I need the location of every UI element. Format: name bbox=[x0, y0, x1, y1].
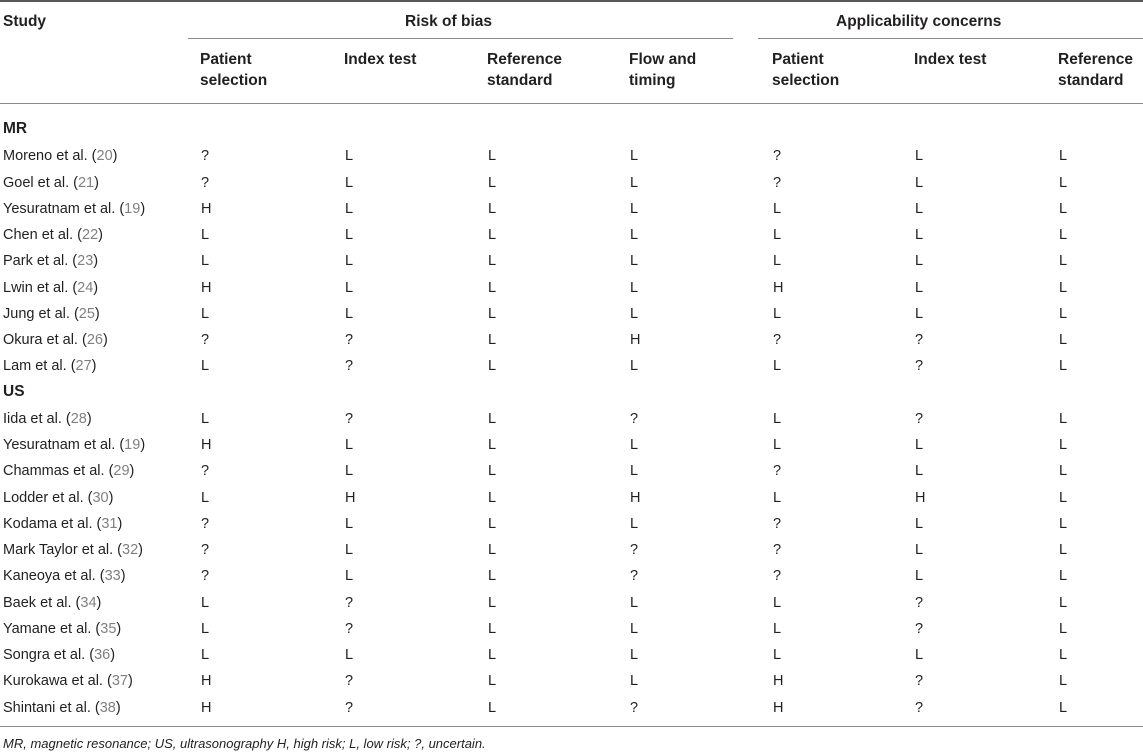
rating-cell: L bbox=[915, 647, 924, 663]
rating-cell: L bbox=[630, 673, 639, 689]
rating-cell: L bbox=[773, 411, 782, 427]
rating-cell: L bbox=[630, 227, 639, 243]
reference-link[interactable]: 29 bbox=[113, 463, 130, 479]
rating-cell: L bbox=[773, 437, 782, 453]
rating-cell: L bbox=[488, 621, 497, 637]
rating-cell: L bbox=[1059, 647, 1068, 663]
reference-link[interactable]: 24 bbox=[77, 280, 94, 296]
rating-cell: H bbox=[773, 280, 784, 296]
rating-cell: H bbox=[630, 490, 641, 506]
rating-cell: L bbox=[201, 490, 210, 506]
reference-link[interactable]: 25 bbox=[78, 306, 95, 322]
rating-cell: L bbox=[773, 595, 782, 611]
rating-cell: L bbox=[773, 306, 782, 322]
column-header-line: Index test bbox=[344, 51, 417, 68]
rating-cell: L bbox=[488, 595, 497, 611]
rating-cell: ? bbox=[915, 673, 924, 689]
study-name: Mark Taylor et al. bbox=[3, 542, 114, 558]
rating-cell: L bbox=[915, 542, 924, 558]
rating-cell: L bbox=[1059, 306, 1068, 322]
rating-cell: ? bbox=[773, 175, 782, 191]
rating-cell: ? bbox=[773, 516, 782, 532]
reference-link[interactable]: 20 bbox=[96, 148, 113, 164]
rating-cell: L bbox=[488, 358, 497, 374]
rating-cell: H bbox=[201, 673, 212, 689]
rating-cell: L bbox=[915, 516, 924, 532]
rating-cell: ? bbox=[915, 621, 924, 637]
rating-cell: L bbox=[345, 227, 354, 243]
rating-cell: L bbox=[915, 306, 924, 322]
study-name: Lwin et al. bbox=[3, 280, 69, 296]
study-name-cell: Baek et al. (34) bbox=[3, 595, 102, 611]
table-bottom-rule bbox=[0, 726, 1143, 727]
study-name: Shintani et al. bbox=[3, 700, 91, 716]
rating-cell: L bbox=[773, 253, 782, 269]
rating-cell: L bbox=[1059, 437, 1068, 453]
reference-link[interactable]: 33 bbox=[104, 568, 121, 584]
rating-cell: L bbox=[915, 280, 924, 296]
column-header bbox=[772, 49, 839, 91]
rating-cell: L bbox=[1059, 148, 1068, 164]
column-header bbox=[487, 49, 562, 91]
rating-cell: L bbox=[201, 411, 210, 427]
rating-cell: ? bbox=[201, 516, 210, 532]
rating-cell: L bbox=[1059, 621, 1068, 637]
rating-cell: L bbox=[630, 358, 639, 374]
reference-link[interactable]: 35 bbox=[100, 621, 117, 637]
rating-cell: L bbox=[201, 358, 210, 374]
rating-cell: L bbox=[345, 516, 354, 532]
reference-link[interactable]: 28 bbox=[70, 411, 87, 427]
rating-cell: ? bbox=[915, 332, 924, 348]
rating-cell: ? bbox=[345, 595, 354, 611]
reference-link[interactable]: 31 bbox=[101, 516, 118, 532]
reference-link[interactable]: 22 bbox=[82, 227, 99, 243]
study-name: Goel et al. bbox=[3, 175, 70, 191]
table-footnote: MR, magnetic resonance; US, ultrasonography H, high risk; L, low risk; ?, uncertain. bbox=[3, 736, 486, 751]
rating-cell: ? bbox=[630, 542, 639, 558]
column-header-line: Patient bbox=[200, 51, 252, 68]
header-bottom-rule bbox=[0, 103, 1143, 104]
study-name-cell: Yesuratnam et al. (19) bbox=[3, 201, 146, 217]
reference-link[interactable]: 23 bbox=[77, 253, 94, 269]
rating-cell: L bbox=[915, 463, 924, 479]
rating-cell: L bbox=[201, 595, 210, 611]
rating-cell: L bbox=[630, 516, 639, 532]
rating-cell: L bbox=[915, 568, 924, 584]
rating-cell: L bbox=[630, 621, 639, 637]
rating-cell: H bbox=[201, 280, 212, 296]
study-name: Okura et al. bbox=[3, 332, 78, 348]
section-label: MR bbox=[3, 120, 28, 137]
rating-cell: L bbox=[773, 227, 782, 243]
applicability-concerns-header: Applicability concerns bbox=[836, 13, 1002, 30]
rating-cell: L bbox=[630, 595, 639, 611]
reference-link[interactable]: 19 bbox=[124, 201, 141, 217]
rating-cell: H bbox=[201, 437, 212, 453]
rating-cell: L bbox=[1059, 175, 1068, 191]
reference-link[interactable]: 27 bbox=[75, 358, 92, 374]
rating-cell: ? bbox=[773, 568, 782, 584]
rating-cell: L bbox=[488, 306, 497, 322]
rating-cell: L bbox=[630, 437, 639, 453]
column-header-line: standard bbox=[487, 72, 553, 89]
rating-cell: L bbox=[345, 253, 354, 269]
rating-cell: L bbox=[201, 227, 210, 243]
rating-cell: L bbox=[915, 201, 924, 217]
rating-cell: L bbox=[488, 700, 497, 716]
rating-cell: L bbox=[1059, 700, 1068, 716]
study-name: Kaneoya et al. bbox=[3, 568, 96, 584]
column-header-line: selection bbox=[200, 72, 268, 89]
rating-cell: L bbox=[1059, 568, 1068, 584]
rating-cell: L bbox=[630, 280, 639, 296]
study-name: Yesuratnam et al. bbox=[3, 437, 116, 453]
study-name: Lodder et al. bbox=[3, 490, 84, 506]
rating-cell: ? bbox=[630, 411, 639, 427]
rating-cell: L bbox=[488, 568, 497, 584]
rating-cell: L bbox=[201, 306, 210, 322]
rating-cell: H bbox=[773, 673, 784, 689]
rating-cell: L bbox=[488, 437, 497, 453]
rating-cell: ? bbox=[201, 463, 210, 479]
rating-cell: L bbox=[488, 332, 497, 348]
reference-link[interactable]: 30 bbox=[92, 490, 109, 506]
rating-cell: L bbox=[915, 175, 924, 191]
rating-cell: L bbox=[1059, 595, 1068, 611]
rating-cell: L bbox=[488, 201, 497, 217]
applicability-underline bbox=[758, 38, 1143, 39]
rating-cell: L bbox=[915, 148, 924, 164]
rating-cell: L bbox=[488, 516, 497, 532]
rating-cell: L bbox=[345, 542, 354, 558]
rating-cell: L bbox=[630, 463, 639, 479]
column-header bbox=[1058, 49, 1133, 91]
rating-cell: L bbox=[773, 647, 782, 663]
rating-cell: L bbox=[345, 463, 354, 479]
rating-cell: ? bbox=[915, 595, 924, 611]
study-name: Moreno et al. bbox=[3, 148, 88, 164]
rating-cell: ? bbox=[201, 332, 210, 348]
rating-cell: L bbox=[488, 148, 497, 164]
rating-cell: L bbox=[201, 621, 210, 637]
study-name-cell: Shintani et al. (38) bbox=[3, 700, 121, 716]
rating-cell: L bbox=[488, 542, 497, 558]
column-header bbox=[629, 49, 696, 91]
rating-cell: L bbox=[630, 201, 639, 217]
study-name: Park et al. bbox=[3, 253, 69, 269]
study-name: Kurokawa et al. bbox=[3, 673, 103, 689]
study-name: Baek et al. bbox=[3, 595, 72, 611]
column-header bbox=[200, 49, 267, 91]
column-header-line: Flow and bbox=[629, 51, 697, 68]
rating-cell: L bbox=[773, 490, 782, 506]
column-header-line: Index test bbox=[914, 51, 987, 68]
rating-cell: ? bbox=[201, 568, 210, 584]
reference-link[interactable]: 34 bbox=[80, 595, 97, 611]
study-name-cell: Kodama et al. (31) bbox=[3, 516, 123, 532]
reference-link[interactable]: 21 bbox=[77, 175, 95, 191]
rating-cell: ? bbox=[915, 358, 924, 374]
study-name-cell: Lodder et al. (30) bbox=[3, 490, 114, 506]
rating-cell: H bbox=[345, 490, 356, 506]
rating-cell: ? bbox=[201, 542, 210, 558]
study-name: Chen et al. bbox=[3, 227, 74, 243]
rating-cell: ? bbox=[773, 148, 782, 164]
rating-cell: L bbox=[1059, 673, 1068, 689]
rating-cell: L bbox=[488, 411, 497, 427]
rating-cell: H bbox=[201, 700, 212, 716]
risk-of-bias-header: Risk of bias bbox=[405, 13, 492, 30]
rating-cell: L bbox=[345, 175, 354, 191]
column-header-line: standard bbox=[1058, 72, 1124, 89]
study-name: Songra et al. bbox=[3, 647, 86, 663]
rating-cell: ? bbox=[345, 358, 354, 374]
rating-cell: L bbox=[488, 647, 497, 663]
rating-cell: ? bbox=[915, 411, 924, 427]
rating-cell: L bbox=[1059, 411, 1068, 427]
rating-cell: ? bbox=[345, 332, 354, 348]
study-name: Jung et al. bbox=[3, 306, 70, 322]
rating-cell: ? bbox=[773, 332, 782, 348]
rating-cell: L bbox=[773, 358, 782, 374]
rating-cell: L bbox=[1059, 490, 1068, 506]
rating-cell: L bbox=[345, 148, 354, 164]
column-header-line: Patient bbox=[772, 51, 824, 68]
rating-cell: L bbox=[630, 148, 639, 164]
rating-cell: L bbox=[773, 201, 782, 217]
reference-link[interactable]: 19 bbox=[124, 437, 141, 453]
rating-cell: ? bbox=[345, 673, 354, 689]
rating-cell: L bbox=[488, 253, 497, 269]
rating-cell: L bbox=[773, 621, 782, 637]
study-name-cell: Goel et al. (21) bbox=[3, 175, 99, 191]
study-name-cell: Chen et al. (22) bbox=[3, 227, 103, 243]
rating-cell: L bbox=[488, 227, 497, 243]
risk-of-bias-underline bbox=[188, 38, 733, 39]
column-header bbox=[914, 49, 986, 70]
column-header-line: Reference bbox=[487, 51, 562, 68]
rating-cell: L bbox=[630, 306, 639, 322]
column-header-line: selection bbox=[772, 72, 840, 89]
rating-cell: L bbox=[630, 253, 639, 269]
column-header-line: timing bbox=[629, 72, 676, 89]
study-name-cell: Okura et al. (26) bbox=[3, 332, 108, 348]
rating-cell: L bbox=[488, 463, 497, 479]
study-name-cell: Kurokawa et al. (37) bbox=[3, 673, 133, 689]
rating-cell: L bbox=[915, 253, 924, 269]
reference-link[interactable]: 36 bbox=[94, 647, 111, 663]
rating-cell: ? bbox=[773, 542, 782, 558]
rating-cell: L bbox=[1059, 542, 1068, 558]
rating-cell: L bbox=[345, 647, 354, 663]
study-name: Kodama et al. bbox=[3, 516, 93, 532]
rating-cell: ? bbox=[773, 463, 782, 479]
study-name-cell: Park et al. (23) bbox=[3, 253, 99, 269]
rating-cell: L bbox=[630, 647, 639, 663]
reference-link[interactable]: 32 bbox=[122, 542, 139, 558]
table-top-rule bbox=[0, 0, 1143, 2]
rating-cell: H bbox=[630, 332, 641, 348]
column-header bbox=[344, 49, 416, 70]
rating-cell: H bbox=[773, 700, 784, 716]
rating-cell: L bbox=[488, 673, 497, 689]
rating-cell: L bbox=[1059, 516, 1068, 532]
rating-cell: ? bbox=[201, 148, 210, 164]
study-name: Yesuratnam et al. bbox=[3, 201, 116, 217]
study-name: Chammas et al. bbox=[3, 463, 105, 479]
study-name-cell: Moreno et al. (20) bbox=[3, 148, 118, 164]
reference-link[interactable]: 26 bbox=[86, 332, 103, 348]
rating-cell: ? bbox=[630, 700, 639, 716]
study-name-cell: Chammas et al. (29) bbox=[3, 463, 135, 479]
section-label: US bbox=[3, 383, 25, 400]
study-name: Lam et al. bbox=[3, 358, 67, 374]
study-column-header: Study bbox=[3, 13, 47, 30]
rating-cell: L bbox=[488, 175, 497, 191]
rating-cell: L bbox=[488, 490, 497, 506]
study-name-cell: Mark Taylor et al. (32) bbox=[3, 542, 143, 558]
rating-cell: ? bbox=[345, 621, 354, 637]
rating-cell: L bbox=[201, 253, 210, 269]
rating-cell: L bbox=[1059, 332, 1068, 348]
study-name-cell: Yesuratnam et al. (19) bbox=[3, 437, 146, 453]
rating-cell: L bbox=[1059, 253, 1068, 269]
study-name-cell: Iida et al. (28) bbox=[3, 411, 92, 427]
rating-cell: L bbox=[1059, 227, 1068, 243]
study-name: Yamane et al. bbox=[3, 621, 92, 637]
reference-link[interactable]: 38 bbox=[99, 700, 116, 716]
rating-cell: L bbox=[1059, 358, 1068, 374]
reference-link[interactable]: 37 bbox=[111, 673, 128, 689]
rating-cell: L bbox=[630, 175, 639, 191]
rating-cell: L bbox=[345, 280, 354, 296]
rating-cell: ? bbox=[345, 700, 354, 716]
rating-cell: L bbox=[915, 227, 924, 243]
rating-cell: L bbox=[345, 201, 354, 217]
rating-cell: L bbox=[1059, 463, 1068, 479]
study-name-cell: Lam et al. (27) bbox=[3, 358, 97, 374]
rating-cell: H bbox=[201, 201, 212, 217]
column-header-line: Reference bbox=[1058, 51, 1133, 68]
rating-cell: H bbox=[915, 490, 926, 506]
rating-cell: ? bbox=[630, 568, 639, 584]
rating-cell: L bbox=[488, 280, 497, 296]
rating-cell: L bbox=[915, 437, 924, 453]
rating-cell: L bbox=[345, 568, 354, 584]
rating-cell: L bbox=[345, 306, 354, 322]
rating-cell: L bbox=[345, 437, 354, 453]
study-name-cell: Songra et al. (36) bbox=[3, 647, 116, 663]
rating-cell: ? bbox=[345, 411, 354, 427]
study-name-cell: Kaneoya et al. (33) bbox=[3, 568, 126, 584]
rating-cell: ? bbox=[201, 175, 210, 191]
rating-cell: L bbox=[1059, 201, 1068, 217]
rating-cell: ? bbox=[915, 700, 924, 716]
study-name-cell: Yamane et al. (35) bbox=[3, 621, 122, 637]
study-name-cell: Jung et al. (25) bbox=[3, 306, 100, 322]
study-name-cell: Lwin et al. (24) bbox=[3, 280, 99, 296]
rating-cell: L bbox=[201, 647, 210, 663]
rating-cell: L bbox=[1059, 280, 1068, 296]
study-name: Iida et al. bbox=[3, 411, 62, 427]
